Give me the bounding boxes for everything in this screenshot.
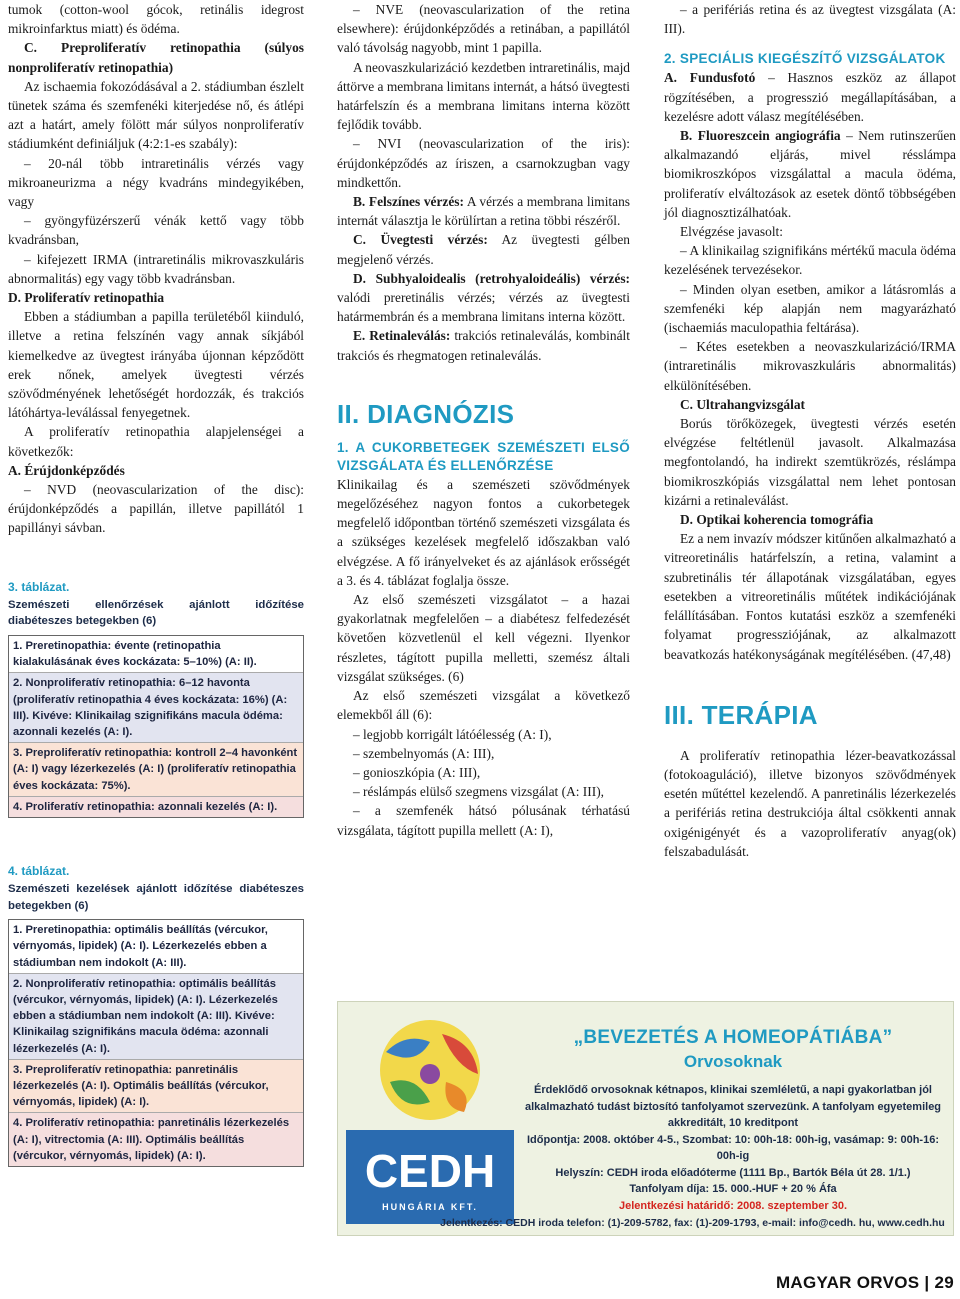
paragraph: Klinikailag és a szemészeti szövődmények megelőzéséhez nagyon fontos a cukorbetegek megfelelő időpontban történő szemészeti vizsgálata és a szükséges kezelések megfelelő időszakban való elvégzése. A fő irányelveket és az ajánlások erősségét a 3. és 4. táblázat foglalja össze. bbox=[337, 476, 630, 588]
ad-line: Érdeklődő orvosoknak kétnapos, klinikai szemléletű, a napi gyakorlatban jól alkalmazható tudást biztosító tanfolyamot szervezünk. A tanfolyam egyetemileg akkreditált, 10 kreditpont bbox=[524, 1084, 942, 1129]
logo-text: CEDH bbox=[364, 1145, 496, 1197]
treatment-table bbox=[8, 919, 304, 1167]
subheading: C. Ultrahangvizsgálat bbox=[680, 396, 805, 412]
list-item: – gyöngyfüzérszerű vénák kettő vagy több kvadránsban, bbox=[8, 213, 304, 248]
column-middle bbox=[337, 0, 630, 840]
list-item: – NVE (neovascularization of the retina elsewhere): érújdonképződés a retinában, a papillától való távolság nagyobb, mint 1 papilla. bbox=[337, 2, 630, 56]
table-row: 4. Proliferatív retinopathia: panretinális lézerkezelés (A: I), vitrectomia (A: III). Optimális beállítás (vércukor, vérnyomás, lipidek) (A: I). bbox=[9, 1113, 303, 1166]
paragraph: – Hasznos eszköz az állapot rögzítésében, a progresszió megállapításában, a kezelésre adott válasz megítélésében. bbox=[664, 70, 956, 124]
page-footer: MAGYAR ORVOS | 29 bbox=[775, 1273, 954, 1292]
paragraph: Ebben a stádiumban a papilla területéből kiinduló, illetve a retina felszínén vagy annak síkjából kiemelkedve az üvegtest irányába újonnan képződött erek nőnek, amelyek üvegtesti vérzés szövődményének lehetőségét hordozzák, és trakciós látóhártya-leválással fenyegetnek. bbox=[8, 309, 304, 421]
table-label: 3. táblázat. bbox=[8, 579, 70, 594]
list-item: – Minden olyan esetben, amikor a látásromlás a szemfenéki kép alapján nem magyarázható (ischaemiás maculopathia feltárása). bbox=[664, 281, 956, 336]
paragraph: Az első szemészeti vizsgálatot – a hazai gyakorlatnak megfelelően – a diabétesz felfedezését követően közvetlenül el kell végezni. Ilyenkor részletes, tágított pupilla melletti, szemész általi vizsgálat szükséges. (6) bbox=[337, 592, 630, 684]
paragraph: tumok (cotton-wool gócok, retinális idegrost mikroinfarktus miatt) és ödéma. bbox=[8, 2, 304, 37]
list-item: – kifejezett IRMA (intraretinális mikrovaszkuláris abnormalitás) egy vagy több kvadránsban. bbox=[8, 251, 304, 286]
ad-line: Helyszín: CEDH iroda előadóterme (1111 Bp., Bartók Béla út 28. 1/1.) bbox=[555, 1166, 911, 1179]
section-heading: C. Preproliferatív retinopathia (súlyos nonproliferatív retinopathia) bbox=[8, 40, 304, 75]
ad-title: „BEVEZETÉS A HOMEOPÁTIÁBA” bbox=[573, 1027, 893, 1048]
paragraph: trakciós retinaleválás, kombinált trakciós és rhegmatogen retinaleválás. bbox=[337, 328, 630, 363]
cedh-logo bbox=[346, 1012, 514, 1224]
column-right bbox=[664, 0, 956, 861]
recommendation-table bbox=[8, 635, 304, 818]
subheading: D. Optikai koherencia tomográfia bbox=[680, 512, 874, 528]
table-row: 3. Preproliferatív retinopathia: kontroll 2–4 havonként (A: I) vagy lézerkezelés (A: I) (proliferatív retinopathia éves kockázata: 75%). bbox=[9, 743, 303, 797]
paragraph: Az ischaemia fokozódásával a 2. stádiumban észlelt tünetek száma és szemfenéki kiterjedése nő, és átlépi azt a határt, amely fölött már súlyos nonproliferatív stádiumként definiáljuk (4:2:1-es szabály): bbox=[8, 78, 304, 152]
ad-subtitle: Orvosoknak bbox=[683, 1052, 783, 1071]
list-item: – szembelnyomás (A: III), bbox=[353, 745, 495, 761]
list-item: – NVD (neovascularization of the disc): érújdonképződés a papillán, illetve papillától 1 papillányi sávban. bbox=[8, 482, 304, 536]
list-item: – Kétes esetekben a neovaszkularizáció/IRMA (intraretinális mikrovaszkuláris abnormalitás) elkülönítésében. bbox=[664, 339, 956, 393]
paragraph: Borús törőközegek, üvegtesti vérzés esetén elvégzése feltétlenül javasolt. Alkalmazása megfontolandó, ha indirekt szemtükrözés, réslámpa biomikroszkópiás vizsgálattal nem lehet pontosan kizárni a retinaleválást. bbox=[664, 416, 956, 508]
table-caption: Szemészeti kezelések ajánlott időzítése diabéteszes betegekben (6) bbox=[8, 883, 304, 912]
table-row: 3. Preproliferatív retinopathia: panretinális lézerkezelés (A: I). Optimális beállítás (vércukor, vérnyomás, lipidek) (A: I). bbox=[9, 1060, 303, 1114]
paragraph: A proliferatív retinopathia lézer-beavatkozással (fotokoaguláció), illetve bizonyos szövődmények esetén műtéttel kezelendő. A panretinális lézerkezelés a perifériás retina destrukciója által csökkenti annak oxigénigényét és a vazoproliferatív anyag(ok) felszabadulását. bbox=[664, 747, 956, 859]
subheading: E. Retinaleválás: bbox=[353, 328, 451, 344]
ad-text-block bbox=[518, 1026, 948, 1214]
section-heading: A. Érújdonképződés bbox=[8, 462, 125, 478]
section-title: III. TERÁPIA bbox=[664, 699, 818, 730]
table-row: 1. Preretinopathia: optimális beállítás (vércukor, vérnyomás, lipidek) (A: I). Lézerkezelés ebben a stádiumban nem indokolt (A: III). bbox=[9, 920, 303, 974]
paragraph: – Nem rutinszerűen alkalmazandó eljárás, mivel résslámpa biomikroszkópos vizsgálattal a macula ödéma, proliferatív elváltozások az esetek döntő többségében jól diagnosztizálhatóak. bbox=[664, 128, 956, 220]
ad-deadline: Jelentkezési határidő: 2008. szeptember 30. bbox=[618, 1199, 848, 1212]
section-title: II. DIAGNÓZIS bbox=[337, 398, 515, 429]
table-row: 1. Preretinopathia: évente (retinopathia kialakulásának éves kockázata: 5–10%) (A: II). bbox=[9, 636, 303, 673]
ad-line: Időpontja: 2008. október 4-5., Szombat: 10: 00h-18: 00h-ig, vasámap: 9: 00h-16: 00h-ig bbox=[526, 1133, 939, 1162]
subsection-title: 1. A CUKORBETEGEK SZEMÉSZETI ELSŐ VIZSGÁLATA ÉS ELLENŐRZÉSE bbox=[337, 439, 630, 473]
paragraph: Ez a nem invazív módszer kitűnően alkalmazható a vitreoretinális határfelszín, a retina, valamint a szubretinális tér állapotának vizsgálatában, egyes esetekben a vitreoretinális műtétek indikációjának felállításában. Fontos kutatási eszköz a szemfenéki folyamat progressziójának, az alkalmazott beavatkozás hatékonyságának megítélésében. (47,48) bbox=[664, 531, 956, 662]
ad-line: Tanfolyam díja: 15. 000.-HUF + 20 % Áfa bbox=[629, 1183, 837, 1195]
subheading: A. Fundusfotó bbox=[664, 70, 756, 86]
list-item: – legjobb korrigált látóélesség (A: I), bbox=[353, 726, 552, 742]
list-item: – gonioszkópia (A: III), bbox=[353, 764, 481, 780]
subheading: D. Subhyaloidealis (retrohyaloideális) vérzés: bbox=[353, 270, 630, 286]
table-row: 4. Proliferatív retinopathia: azonnali kezelés (A: I). bbox=[9, 797, 303, 817]
list-item: – NVI (neovascularization of the iris): érújdonképződés az íriszen, a csarnokzugban vagy mindkettőn. bbox=[337, 136, 630, 190]
subheading: B. Felszínes vérzés: bbox=[353, 194, 464, 210]
table-row: 2. Nonproliferatív retinopathia: optimális beállítás (vércukor, vérnyomás, lipidek) (A: I). Lézerkezelés ebben a stádiumban nem indokolt (A: III). Kivéve: Klinikailag szignifikáns macula ödéma: azonnali lézerkezelés (A: I). bbox=[9, 974, 303, 1060]
paragraph: A proliferatív retinopathia alapjelenségei a következők: bbox=[8, 424, 304, 459]
list-item: – a perifériás retina és az üvegtest vizsgálata (A: III). bbox=[664, 2, 956, 37]
list-item: – 20-nál több intraretinális vérzés vagy mikroaneurizma a négy kvadráns mindegyikében, vagy bbox=[8, 155, 304, 210]
logo-subtext: HUNGÁRIA KFT. bbox=[382, 1202, 478, 1212]
paragraph: valódi preretinális vérzés; vérzés az üvegtesti határmembrán és a membrana limitans interna között. bbox=[337, 290, 630, 325]
list-item: – réslámpás elülső szegmens vizsgálat (A: III), bbox=[353, 784, 604, 800]
paragraph: Az első szemészeti vizsgálat a következő elemekből áll (6): bbox=[337, 688, 630, 723]
subsection-title: 2. SPECIÁLIS KIEGÉSZÍTŐ VIZSGÁLATOK bbox=[664, 51, 946, 67]
table-caption: Szemészeti ellenőrzések ajánlott időzítése diabéteszes betegekben (6) bbox=[8, 598, 304, 628]
ad-contact: Jelentkezés: CEDH iroda telefon: (1)-209-5782, fax: (1)-209-1793, e-mail: info@cedh. hu, www.cedh.hu bbox=[440, 1217, 945, 1229]
list-item: – A klinikailag szignifikáns mértékű macula ödéma kezelésének tervezésekor. bbox=[664, 243, 956, 278]
list-item: – a szemfenék hátsó pólusának térhatású vizsgálata, tágított pupilla mellett (A: I), bbox=[337, 803, 630, 838]
subheading: C. Üvegtesti vérzés: bbox=[353, 232, 488, 248]
column-left bbox=[8, 0, 304, 1167]
paragraph: A vérzés a membrana limitans internát választja le körülírtan a retina többi részéről. bbox=[337, 194, 631, 229]
section-heading: D. Proliferatív retinopathia bbox=[8, 290, 165, 306]
cedh-advertisement bbox=[337, 1001, 954, 1236]
paragraph: Az üvegtesti gélben megjelenő vérzés. bbox=[337, 232, 630, 267]
table-label: 4. táblázat. bbox=[8, 863, 70, 878]
paragraph: A neovaszkularizáció kezdetben intraretinális, majd áttörve a membrana limitans internát, a hátsó üvegtesti határfelszín és a membrana limitans interna között fejlődik tovább. bbox=[337, 59, 631, 133]
table-row: 2. Nonproliferatív retinopathia: 6–12 havonta (proliferatív retinopathia 4 éves kockázata: 16%) (A: III). Kivéve: Klinikailag szignifikáns macula ödéma: azonnali kezelés (A: I). bbox=[9, 673, 303, 743]
paragraph: Elvégzése javasolt: bbox=[680, 224, 783, 240]
subheading: B. Fluoreszcein angiográfia bbox=[680, 128, 841, 144]
